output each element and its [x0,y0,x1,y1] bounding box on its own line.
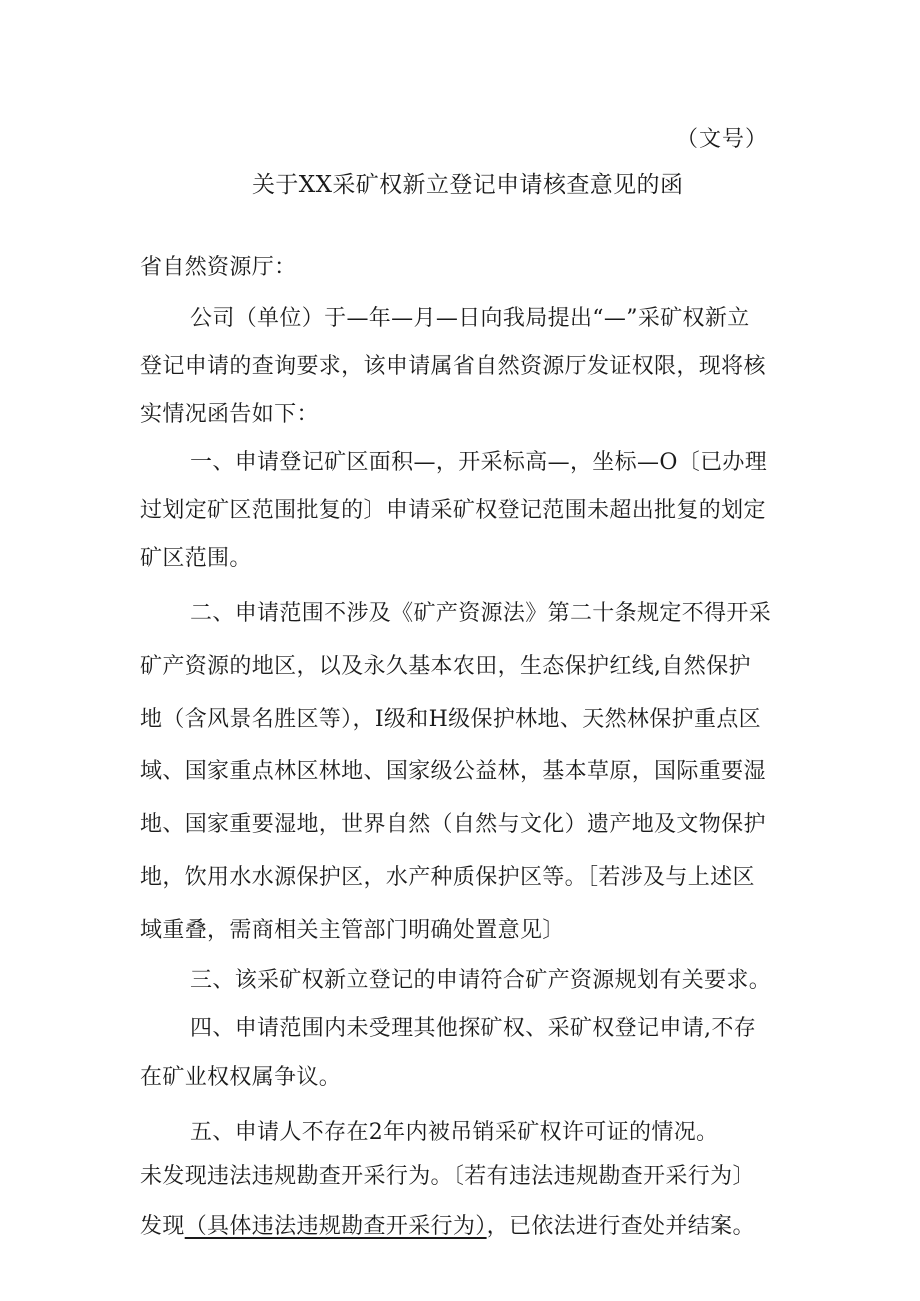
document-number: （文号） [676,127,769,152]
paragraph-line: 矿产资源的地区，以及永久基本农田，生态保护红线,自然保护 [140,654,751,679]
text-prefix: 发现 [140,1214,185,1239]
paragraph-line: 一、申请登记矿区面积—，开采标高—，坐标—O〔已办理 [190,450,768,475]
paragraph-line-underlined [140,1212,755,1242]
underlined-placeholder: （具体违法违规勘查开采行为） [184,1214,487,1239]
document-title: 关于XX采矿权新立登记申请核查意见的函 [252,172,684,198]
text-suffix: ，已依法进行查处并结案。 [486,1214,755,1239]
paragraph-line: 五、申请人不存在2年内被吊销采矿权许可证的情况。 [190,1120,719,1145]
paragraph-line: 过划定矿区范围批复的〕申请采矿权登记范围未超出批复的划定 [140,498,766,523]
paragraph-line: 地，饮用水水源保护区，水产种质保护区等。［若涉及与上述区 [140,865,755,890]
paragraph-line: 地（含风景名胜区等），I级和H级保护林地、天然林保护重点区 [140,707,762,732]
paragraph-line: 域重叠，需商相关主管部门明确处置意见〕 [140,918,565,943]
paragraph-line: 实情况函告如下： [140,402,319,427]
paragraph-line: 三、该采矿权新立登记的申请符合矿产资源规划有关要求。 [190,968,772,993]
paragraph-line: 登记申请的查询要求，该申请属省自然资源厅发证权限，现将核 [140,354,766,379]
paragraph-line: 矿区范围。 [140,546,252,571]
paragraph-line: 公司（单位）于—年—月—日向我局提出“—”采矿权新立 [190,306,750,331]
paragraph-line: 地、国家重要湿地，世界自然（自然与文化）遗产地及文物保护 [140,812,766,837]
paragraph-line: 未发现违法违规勘查开采行为。〔若有违法违规勘查开采行为〕 [140,1164,755,1189]
paragraph-line: 四、申请范围内未受理其他探矿权、采矿权登记申请,不存 [190,1016,757,1041]
paragraph-line: 二、申请范围不涉及《矿产资源法》第二十条规定不得开采 [190,601,772,626]
salutation: 省自然资源厅： [140,255,297,280]
paragraph-line: 域、国家重点林区林地、国家级公益林，基本草原，国际重要湿 [140,759,766,784]
paragraph-line: 在矿业权权属争议。 [140,1065,342,1090]
